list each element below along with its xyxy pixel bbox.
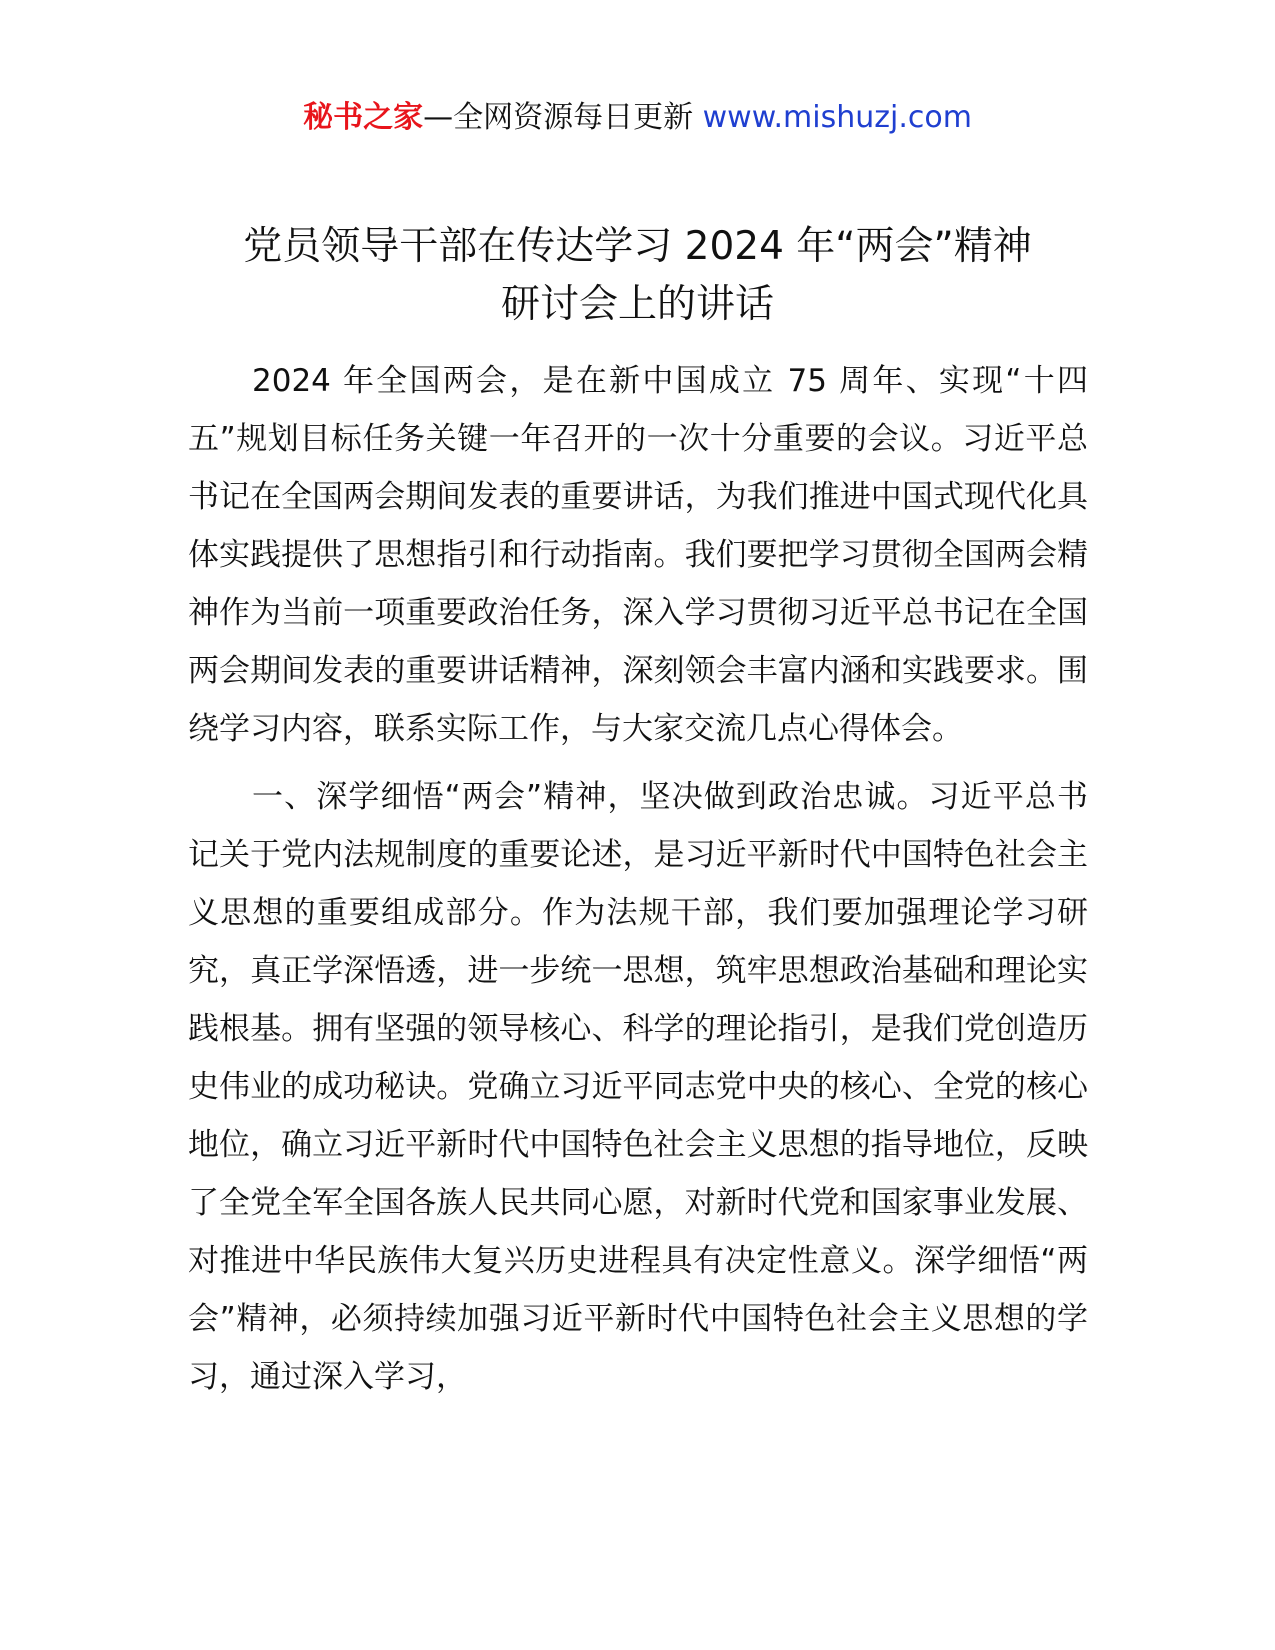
header-tagline: —全网资源每日更新 [423,100,703,135]
paragraph-section-1: 一、深学细悟“两会”精神，坚决做到政治忠诚。习近平总书记关于党内法规制度的重要论述，是习近平新时代中国特色社会主义思想的重要组成部分。作为法规干部，我们要加强理论学习研究，真正学深悟透，进一步统一思想，筑牢思想政治基础和理论实践根基。拥有坚强的领导核心、科学的理论指引，是我们党创造历史伟业的成功秘诀。党确立习近平同志党中央的核心、全党的核心地位，确立习近平新时代中国特色社会主义思想的指导地位，反映了全党全军全国各族人民共同心愿，对新时代党和国家事业发展、对推进中华民族伟大复兴历史进程具有决定性意义。深学细悟“两会”精神，必须持续加强习近平新时代中国特色社会主义思想的学习，通过深入学习， [188,779,1088,1395]
title-line-1: 党员领导干部在传达学习 2024 年“两会”精神 [243,224,1032,269]
title-line-2: 研讨会上的讲话 [500,282,774,327]
document-body [188,352,1088,1416]
brand-name: 秘书之家 [303,100,424,135]
paragraph-intro: 2024 年全国两会，是在新中国成立 75 周年、实现“十四五”规划目标任务关键一年召开的一次十分重要的会议。习近平总书记在全国两会期间发表的重要讲话，为我们推进中国式现代化具体实践提供了思想指引和行动指南。我们要把学习贯彻全国两会精神作为当前一项重要政治任务，深入学习贯彻习近平总书记在全国两会期间发表的重要讲话精神，深刻领会丰富内涵和实践要求。围绕学习内容，联系实际工作，与大家交流几点心得体会。 [188,363,1088,747]
site-header [0,98,1275,138]
document-title [150,218,1125,334]
site-url-link[interactable]: www.mishuzj.com [702,100,972,135]
